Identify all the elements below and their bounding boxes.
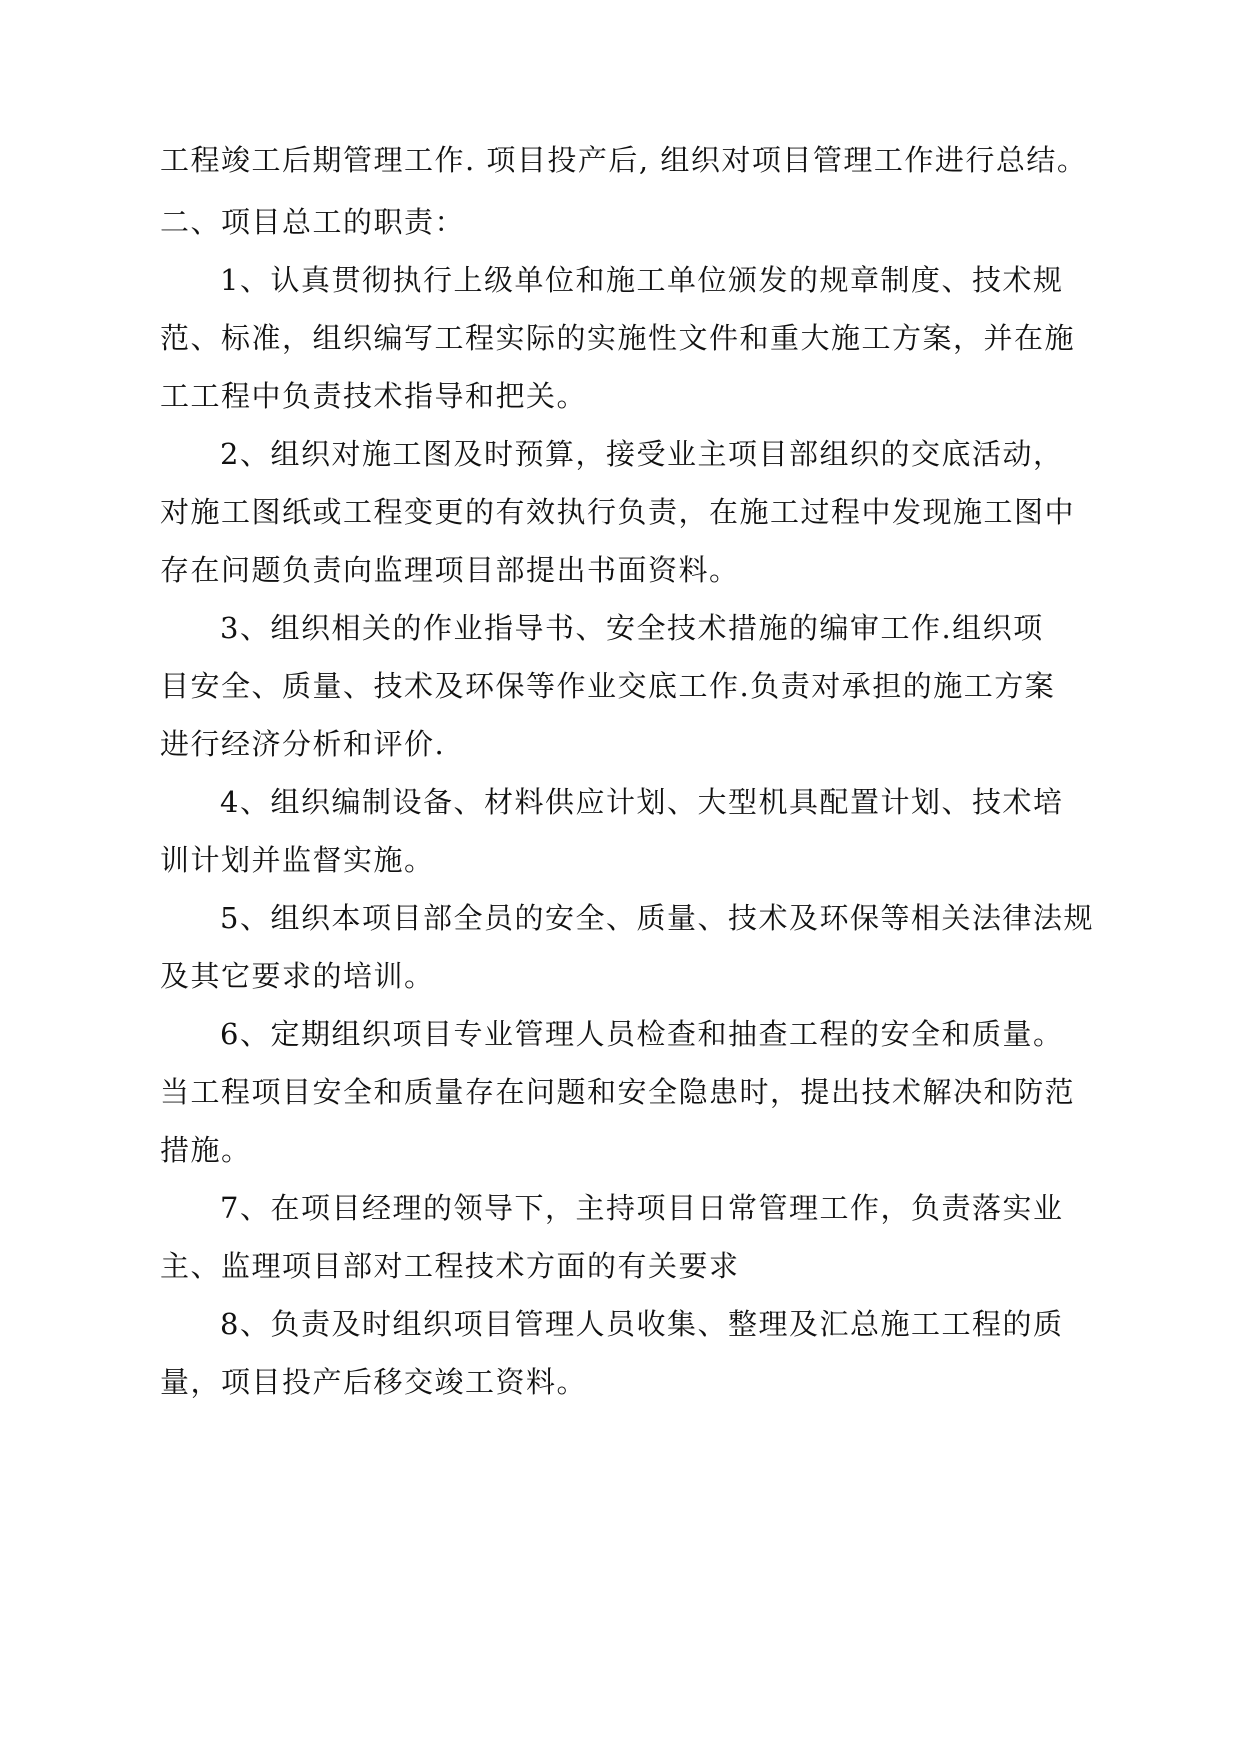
list-item-2-line-2: 对施工图纸或工程变更的有效执行负责，在施工过程中发现施工图中 xyxy=(160,495,1076,529)
list-item-1-line-2: 范、标准，组织编写工程实际的实施性文件和重大施工方案，并在施 xyxy=(160,321,1076,355)
list-item-1-line-3: 工工程中负责技术指导和把关。 xyxy=(160,379,588,413)
list-item-4-line-1: 4、组织编制设备、材料供应计划、大型机具配置计划、技术培 xyxy=(220,785,1064,819)
list-item-3-line-3: 进行经济分析和评价. xyxy=(160,727,446,761)
list-item-6-line-3: 措施。 xyxy=(160,1133,252,1167)
list-item-5-line-1: 5、组织本项目部全员的安全、质量、技术及环保等相关法律法规 xyxy=(220,901,1094,935)
list-item-3-line-2: 目安全、质量、技术及环保等作业交底工作.负责对承担的施工方案 xyxy=(160,669,1056,703)
list-item-8-line-1: 8、负责及时组织项目管理人员收集、整理及汇总施工工程的质 xyxy=(220,1307,1064,1341)
list-item-2-line-3: 存在问题负责向监理项目部提出书面资料。 xyxy=(160,553,740,587)
list-item-5-line-2: 及其它要求的培训。 xyxy=(160,959,435,993)
list-item-7-line-1: 7、在项目经理的领导下，主持项目日常管理工作，负责落实业 xyxy=(220,1191,1064,1225)
list-item-7-line-2: 主、监理项目部对工程技术方面的有关要求 xyxy=(160,1249,740,1283)
list-item-1-line-1: 1、认真贯彻执行上级单位和施工单位颁发的规章制度、技术规 xyxy=(220,263,1064,297)
list-item-6-line-1: 6、定期组织项目专业管理人员检查和抽查工程的安全和质量。 xyxy=(220,1017,1064,1051)
list-item-2-line-1: 2、组织对施工图及时预算，接受业主项目部组织的交底活动， xyxy=(220,437,1064,471)
list-item-3-line-1: 3、组织相关的作业指导书、安全技术措施的编审工作.组织项 xyxy=(220,611,1044,645)
list-item-6-line-2: 当工程项目安全和质量存在问题和安全隐患时，提出技术解决和防范 xyxy=(160,1075,1076,1109)
list-item-4-line-2: 训计划并监督实施。 xyxy=(160,843,435,877)
list-item-8-line-2: 量，项目投产后移交竣工资料。 xyxy=(160,1365,588,1399)
text-line: 工程竣工后期管理工作. 项目投产后, 组织对项目管理工作进行总结。 xyxy=(160,143,1088,177)
section-heading: 二、项目总工的职责： xyxy=(160,205,466,239)
